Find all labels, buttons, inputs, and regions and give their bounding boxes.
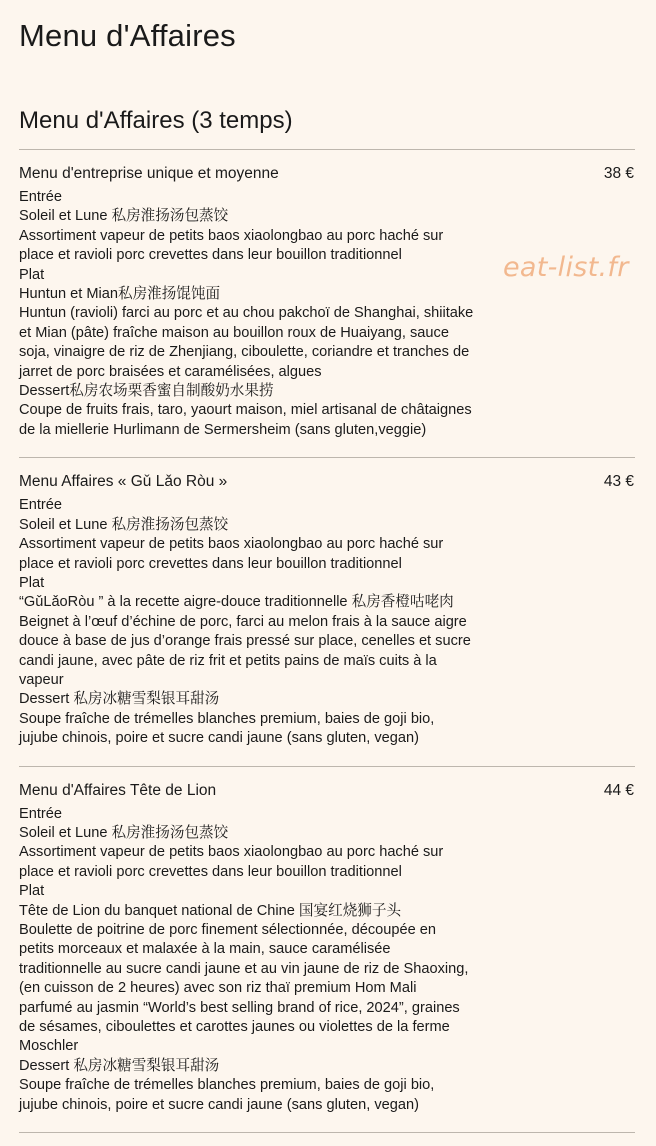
description-line: jarret de porc braisées et caramélisées, algues bbox=[19, 363, 322, 380]
description-line: Assortiment vapeur de petits baos xiaolongbao au porc haché sur bbox=[19, 844, 444, 861]
description-line: Beignet à l’œuf d’échine de porc, farci au melon frais à la sauce aigre bbox=[19, 613, 467, 630]
menu-item bbox=[19, 766, 635, 1133]
description-line: Huntun (ravioli) farci au porc et au chou pakchoï de Shanghai, shiitake bbox=[19, 305, 474, 322]
description-line: Dessert私房农场栗香蜜自制酸奶水果捞 bbox=[19, 383, 274, 400]
description-line: Entrée bbox=[19, 189, 62, 205]
description-line: Plat bbox=[19, 266, 45, 283]
menu-item-description bbox=[19, 805, 519, 1116]
description-line: Soupe fraîche de trémelles blanches premium, baies de goji bio, bbox=[19, 710, 435, 727]
menu-item bbox=[19, 457, 635, 765]
menu-item-name: Menu d'entreprise unique et moyenne bbox=[19, 165, 279, 182]
menu-item-name: Menu Affaires « Gǔ Lǎo Ròu » bbox=[19, 473, 228, 491]
watermark: eat-list.fr bbox=[503, 252, 629, 283]
description-line: Coupe de fruits frais, taro, yaourt maison, miel artisanal de châtaignes bbox=[19, 402, 472, 419]
description-line: Entrée bbox=[19, 805, 62, 822]
description-line: petits morceaux et malaxée à la main, sauce caramélisée bbox=[19, 941, 391, 958]
description-line: Plat bbox=[19, 883, 45, 900]
description-line: douce à base de jus d’orange frais pressé sur place, cenelles et sucre bbox=[19, 633, 471, 650]
description-line: candi jaune, avec pâte de riz frit et petits pains de maïs cuits à la bbox=[19, 652, 437, 669]
description-line: Soleil et Lune 私房淮扬汤包蒸饺 bbox=[19, 208, 229, 225]
menu-list bbox=[19, 149, 635, 1133]
description-line: Dessert 私房冰糖雪梨银耳甜汤 bbox=[19, 1057, 220, 1074]
description-line: place et ravioli porc crevettes dans leur bouillon traditionnel bbox=[19, 247, 402, 264]
menu-item-header bbox=[19, 781, 635, 801]
menu-item-header bbox=[19, 164, 635, 184]
description-line: place et ravioli porc crevettes dans leur bouillon traditionnel bbox=[19, 863, 402, 880]
divider bbox=[19, 1132, 635, 1133]
description-line: de sésames, ciboulettes et carottes jaunes ou violettes de la ferme bbox=[19, 1019, 450, 1036]
description-line: traditionnelle au sucre candi jaune et au vin jaune de riz de Shaoxing, bbox=[19, 960, 469, 977]
menu-item-price: 43 € bbox=[603, 473, 634, 491]
description-line: Assortiment vapeur de petits baos xiaolongbao au porc haché sur bbox=[19, 227, 444, 244]
menu-item-description bbox=[19, 188, 519, 440]
description-line: jujube chinois, poire et sucre candi jaune (sans gluten, vegan) bbox=[19, 730, 419, 747]
description-line: et Mian (pâte) fraîche maison au bouillon roux de Huaiyang, sauce bbox=[19, 324, 449, 341]
description-line: Tête de Lion du banquet national de Chine 国宴红烧狮子头 bbox=[19, 902, 402, 919]
section-title: Menu d'Affaires (3 temps) bbox=[19, 107, 293, 134]
description-line: Moschler bbox=[19, 1038, 79, 1055]
description-line: de la miellerie Hurlimann de Sermersheim (sans gluten,veggie) bbox=[19, 421, 427, 438]
description-line: “GǔLǎoRòu ” à la recette aigre-douce traditionnelle 私房香橙咕咾肉 bbox=[19, 594, 454, 611]
description-line: Assortiment vapeur de petits baos xiaolongbao au porc haché sur bbox=[19, 536, 444, 553]
menu-item-name: Menu d'Affaires Tête de Lion bbox=[19, 781, 217, 799]
description-line: Huntun et Mian私房淮扬馄饨面 bbox=[19, 286, 221, 303]
description-line: Entrée bbox=[19, 497, 62, 514]
description-line: Soupe fraîche de trémelles blanches premium, baies de goji bio, bbox=[19, 1077, 435, 1094]
description-line: Soleil et Lune 私房淮扬汤包蒸饺 bbox=[19, 824, 229, 841]
menu-item bbox=[19, 149, 635, 457]
description-line: jujube chinois, poire et sucre candi jaune (sans gluten, vegan) bbox=[19, 1096, 419, 1113]
description-line: parfumé au jasmin “World’s best selling brand of rice, 2024”, graines bbox=[19, 999, 460, 1016]
description-line: Dessert 私房冰糖雪梨银耳甜汤 bbox=[19, 691, 220, 708]
page-title: Menu d'Affaires bbox=[19, 18, 236, 53]
description-line: vapeur bbox=[19, 671, 64, 688]
description-line: Boulette de poitrine de porc finement sélectionnée, découpée en bbox=[19, 922, 437, 938]
menu-item-price: 44 € bbox=[603, 781, 634, 799]
menu-item-description bbox=[19, 496, 519, 748]
description-line: soja, vinaigre de riz de Zhenjiang, ciboulette, coriandre et tranches de bbox=[19, 344, 470, 361]
description-line: Plat bbox=[19, 574, 45, 591]
description-line: Soleil et Lune 私房淮扬汤包蒸饺 bbox=[19, 516, 229, 533]
menu-item-header bbox=[19, 472, 635, 492]
menu-item-price: 38 € bbox=[603, 165, 634, 182]
description-line: place et ravioli porc crevettes dans leur bouillon traditionnel bbox=[19, 555, 402, 572]
description-line: (en cuisson de 2 heures) avec son riz thaï premium Hom Mali bbox=[19, 980, 417, 997]
